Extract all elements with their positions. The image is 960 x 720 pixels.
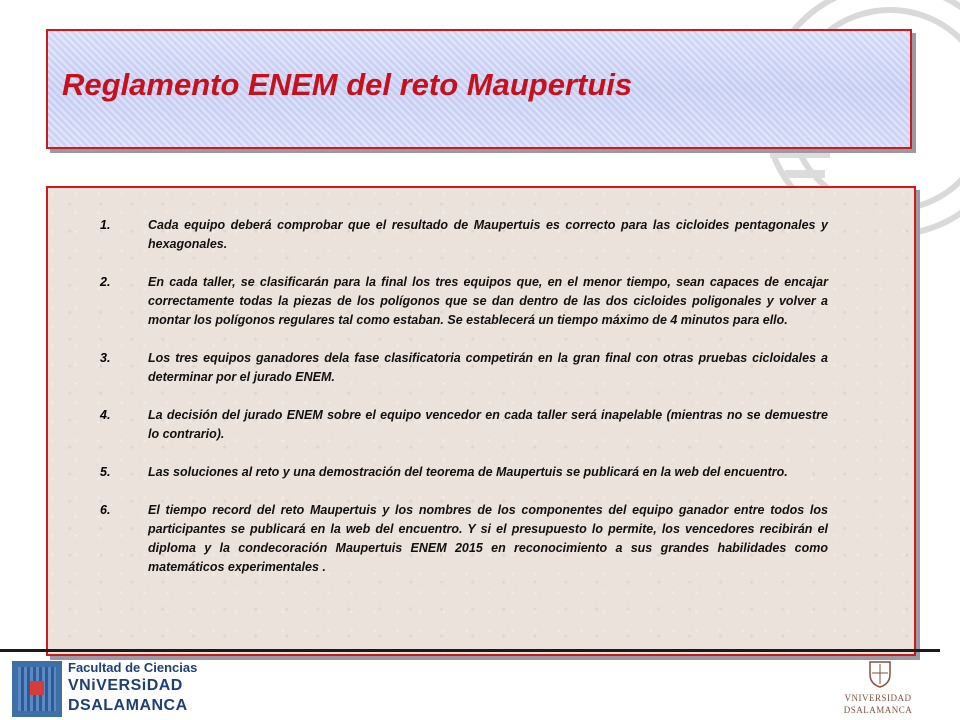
footer-divider bbox=[0, 649, 940, 652]
faculty-emblem-icon bbox=[12, 661, 62, 717]
rule-number: 2. bbox=[100, 275, 111, 289]
faculty-logo bbox=[12, 660, 198, 719]
rule-number: 1. bbox=[100, 218, 111, 232]
rule-item bbox=[100, 273, 828, 330]
rule-text: El tiempo record del reto Maupertuis y los nombres de los componentes del equipo ganador entre todos los participantes se publicará en la web del encuentro. Y si el presupuesto lo permite, los vencedores recibirán el diploma y la condecoración Maupertuis ENEM 2015 en reconocimiento a sus grandes habilidades como matemáticos experimentales . bbox=[148, 503, 828, 574]
university-name-line1: VNiVERSiDAD bbox=[68, 677, 183, 694]
rule-text: En cada taller, se clasificarán para la final los tres equipos que, en el menor tiempo, sean capaces de encajar correctamente todas la piezas de los polígonos que se dan dentro de las dos cicloides poligonales y volver a montar los polígonos regulares tal como estaban. Se establecerá un tiempo máximo de 4 minutos para ello. bbox=[148, 275, 828, 327]
shield-icon bbox=[867, 660, 893, 688]
title-panel bbox=[46, 29, 912, 149]
rule-item bbox=[100, 501, 828, 577]
page-title: Reglamento ENEM del reto Maupertuis bbox=[62, 67, 633, 102]
rule-item bbox=[100, 406, 828, 444]
rule-item bbox=[100, 463, 828, 482]
university-wordmark-line2: DSALAMANCA bbox=[843, 705, 913, 715]
university-name-line2: DSALAMANCA bbox=[68, 697, 188, 714]
rule-text: Las soluciones al reto y una demostración del teorema de Maupertuis se publicará en la web del encuentro. bbox=[148, 465, 788, 479]
rules-panel bbox=[46, 186, 916, 656]
rule-item bbox=[100, 216, 828, 254]
rule-text: Cada equipo deberá comprobar que el resultado de Maupertuis es correcto para las cicloides pentagonales y hexagonales. bbox=[148, 218, 828, 251]
university-logo bbox=[840, 660, 916, 720]
rule-number: 6. bbox=[100, 503, 111, 517]
rules-list bbox=[100, 216, 828, 596]
university-wordmark-line1: VNIVERSIDAD bbox=[844, 693, 912, 703]
rule-number: 5. bbox=[100, 465, 111, 479]
rule-number: 4. bbox=[100, 408, 111, 422]
rule-text: Los tres equipos ganadores dela fase clasificatoria competirán en la gran final con otras pruebas cicloidales a determinar por el jurado ENEM. bbox=[148, 351, 828, 384]
rule-number: 3. bbox=[100, 351, 111, 365]
rule-text: La decisión del jurado ENEM sobre el equipo vencedor en cada taller será inapelable (mientras no se demuestre lo contrario). bbox=[148, 408, 828, 441]
rule-item bbox=[100, 349, 828, 387]
faculty-name: Facultad de Ciencias bbox=[68, 660, 198, 675]
